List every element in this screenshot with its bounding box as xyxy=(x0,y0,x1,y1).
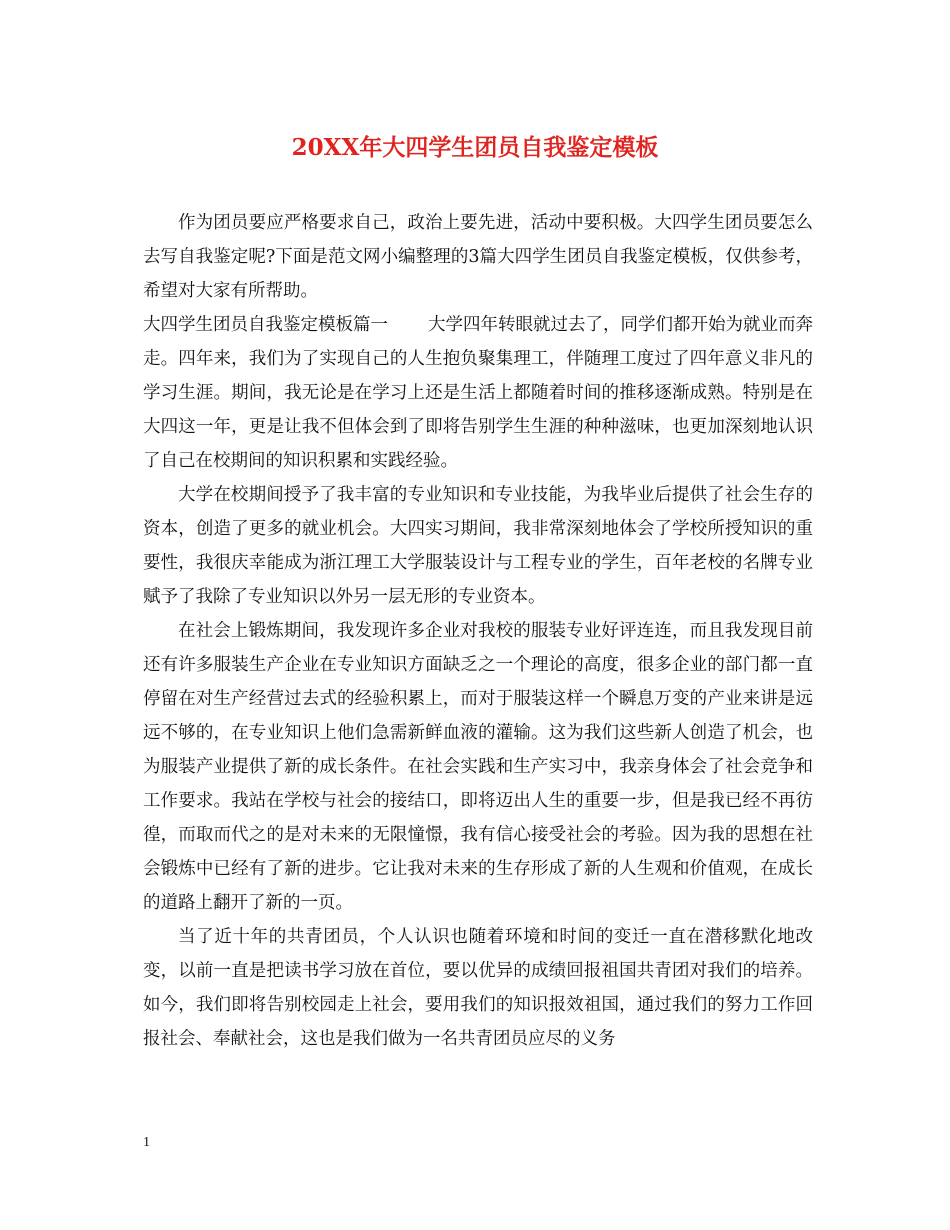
body-paragraph-1: 大学在校期间授予了我丰富的专业知识和专业技能，为我毕业后提供了社会生存的资本，创造了更多的就业机会。大四实习期间，我非常深刻地体会了学校所授知识的重要性，我很庆幸能成为浙江理工大学服装设计与工程专业的学生，百年老校的名牌专业赋予了我除了专业知识以外另一层无形的专业资本。 xyxy=(143,485,813,607)
page-number: 1 xyxy=(143,1135,150,1150)
document-body xyxy=(143,206,813,1056)
body-paragraph-3: 当了近十年的共青团员，个人认识也随着环境和时间的变迁一直在潜移默化地改变，以前一直是把读书学习放在首位，要以优异的成绩回报祖国共青团对我们的培养。如今，我们即将告别校园走上社会，要用我们的知识报效祖国，通过我们的努力工作回报社会、奉献社会，这也是我们做为一名共青团员应尽的义务 xyxy=(143,927,813,1049)
section-heading: 大四学生团员自我鉴定模板篇一 xyxy=(143,315,388,335)
intro-paragraph: 作为团员要应严格要求自己，政治上要先进，活动中要积极。大四学生团员要怎么去写自我鉴定呢?下面是范文网小编整理的3篇大四学生团员自我鉴定模板，仅供参考，希望对大家有所帮助。 xyxy=(143,213,813,301)
document-title: 20XX年大四学生团员自我鉴定模板 xyxy=(291,134,659,161)
section-first-text: 大学四年转眼就过去了，同学们都开始为就业而奔走。四年来，我们为了实现自己的人生抱负聚集理工，伴随理工度过了四年意义非凡的学习生涯。期间，我无论是在学习上还是生活上都随着时间的推移逐渐成熟。特别是在大四这一年，更是让我不但体会到了即将告别学生生涯的种种滋味，也更加深刻地认识了自己在校期间的知识积累和实践经验。 xyxy=(143,315,813,471)
body-paragraph-2: 在社会上锻炼期间，我发现许多企业对我校的服装专业好评连连，而且我发现目前还有许多服装生产企业在专业知识方面缺乏之一个理论的高度，很多企业的部门都一直停留在对生产经营过去式的经验积累上，而对于服装这样一个瞬息万变的产业来讲是远远不够的，在专业知识上他们急需新鲜血液的灌输。这为我们这些新人创造了机会，也为服装产业提供了新的成长条件。在社会实践和生产实习中，我亲身体会了社会竞争和工作要求。我站在学校与社会的接结口，即将迈出人生的重要一步，但是我已经不再彷徨，而取而代之的是对未来的无限憧憬，我有信心接受社会的考验。因为我的思想在社会锻炼中已经有了新的进步。它让我对未来的生存形成了新的人生观和价值观，在成长的道路上翻开了新的一页。 xyxy=(143,621,813,913)
section-paragraph xyxy=(143,308,813,478)
